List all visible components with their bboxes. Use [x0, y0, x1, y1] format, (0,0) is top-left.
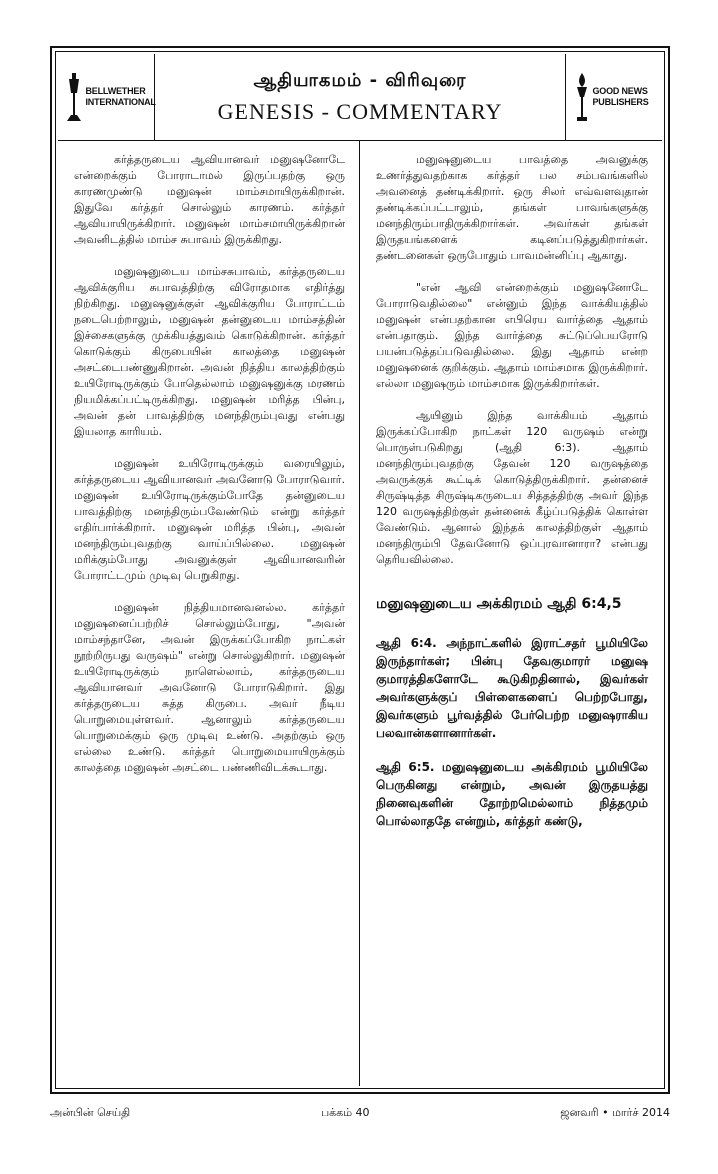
title-area — [155, 54, 565, 140]
footer-issue-date: ஜனவரி • மார்ச் 2014 — [560, 1106, 670, 1119]
verse: ஆதி 6:4. அந்நாட்களில் இராட்சதர் பூமியிலே இருந்தார்கள்; பின்பு தேவகுமாரர் மனுஷ குமாரத்திகளோடே கூடுகிறதினால், இவர்கள் அவர்களுக்குப் பிள்ளைகளைப் பெற்றபோது, இவர்களும் பூர்வத்தில் பேர்பெற்ற மனுஷராகிய பலவான்களானார்கள். — [376, 636, 648, 740]
footer — [50, 1106, 670, 1121]
paragraph: மனுஷனுடைய பாவத்தை அவனுக்கு உணர்த்துவதற்காக கர்த்தர் பல சம்பவங்களில் அவனைத் தண்டிக்கிறார். ஒரு சிலர் எவ்வளவுதான் தண்டிக்கப்பட்டாலும், தங்கள் பாவங்களுக்கு மனந்திரும்பாதிருக்கிறார்கள். அவர்கள் தங்கள் இருதயங்களைக் கடினப்படுத்துகிறார்கள். தண்டனைகள் ஒருபோதும் பாவமன்னிப்பு ஆகாது. — [376, 153, 648, 262]
paragraph: மனுஷனுடைய மாம்சசுபாவம், கர்த்தருடைய ஆவிக்குரிய சுபாவத்திற்கு விரோதமாக எதிர்த்து நிற்கிறது. மனுஷனுக்குள் ஆவிக்குரிய போராட்டம் நடைபெற்றாலும், மனுஷன் தன்னுடைய மாம்சத்தின் இச்சைகளுக்கு முக்கியத்துவம் கொடுக்கிறான். கர்த்தர் கொடுக்கும் கிருபையின் காலத்தை மனுஷன் அசட்டைபண்ணுகிறான். அவன் நித்திய காலத்திற்கும் உயிரோடிருக்கும் போதெல்லாம் மனுஷனுக்கு மரணம் நியமிக்கப்பட்டிருக்கிறது. மனுஷன் மரித்த பின்பு, அவன் தன் பாவத்திற்கு மனந்திரும்புவது என்பது இயலாத காரியம். — [74, 265, 345, 438]
title-tamil: ஆதியாகமம் - விரிவுரை — [253, 69, 467, 91]
title-english: GENESIS - COMMENTARY — [217, 98, 503, 124]
right-column — [360, 140, 662, 1086]
paragraph: மனுஷன் உயிரோடிருக்கும் வரையிலும், கர்த்தருடைய ஆவியானவர் அவனோடு போராடுவார். மனுஷன் உயிரோடிருக்கும்போதே தன்னுடைய பாவத்திற்கு மனந்திரும்பவேண்டும் என்று கர்த்தர் எதிர்பார்க்கிறார். மனுஷன் மரித்த பின்பு, அவன் மனந்திரும்புவதற்கு வாய்ப்பில்லை. மனுஷன் மரிக்கும்போது அவனுக்குள் ஆவியானவரின் போராட்டமும் முடிவு பெறுகிறது. — [74, 457, 345, 582]
section-heading: மனுஷனுடைய அக்கிரமம் ஆதி 6:4,5 — [376, 596, 622, 612]
footer-magazine-name: அன்பின் செய்தி — [50, 1106, 131, 1119]
lamp-icon — [65, 71, 83, 123]
good-news-logo — [565, 54, 662, 140]
footer-page-number: பக்கம் 40 — [320, 1106, 370, 1119]
paragraph: ஆயினும் இந்த வாக்கியம் ஆதாம் இருக்கப்போகிற நாட்கள் 120 வருஷம் என்று பொருள்படுகிறது (ஆதி 6:3). ஆதாம் மனந்திரும்புவதற்கு தேவன் 120 வருஷத்தை அவருக்குக் கூட்டிக் கொடுத்திருக்கிறார். தன்னைச் சிருஷ்டித்த சிருஷ்டிகருடைய சித்தத்திற்கு அவர் இந்த 120 வருஷத்திற்குள் தன்னைக் கீழ்ப்படுத்திக் கொள்ள வேண்டும். ஆனால் இந்தக் காலத்திற்குள் ஆதாம் மனந்திரும்பி தேவனோடு ஒப்புரவானாரா? என்பது தெரியவில்லை. — [376, 409, 648, 566]
verse: ஆதி 6:5. மனுஷனுடைய அக்கிரமம் பூமியிலே பெருகினது என்றும், அவன் இருதயத்து நினைவுகளின் தோற்றமெல்லாம் நித்தமும் பொல்லாததே என்றும், கர்த்தர் கண்டு, — [376, 760, 648, 828]
good-news-logo-text: GOOD NEWS PUBLISHERS — [592, 86, 649, 107]
paragraph: "என் ஆவி என்றைக்கும் மனுஷனோடே போராடுவதில்லை" என்னும் இந்த வாக்கியத்தில் மனுஷன் என்பதற்கான எபிரெய வார்த்தை ஆதாம் என்பதாகும். இந்த வார்த்தை சுட்டுப்பெயரோடு பயன்படுத்தப்படுவதில்லை. இது ஆதாம் என்ற மனுஷனைக் குறிக்கும். ஆதாம் மாம்சமாக இருக்கிறார். எல்லா மனுஷரும் மாம்சமாக இருக்கிறார்கள். — [376, 281, 648, 390]
bellwether-logo — [58, 54, 155, 140]
torch-icon — [574, 71, 590, 123]
bellwether-logo-text: BELLWETHER INTERNATIONAL — [85, 86, 156, 107]
paragraph: மனுஷன் நித்தியமானவனல்ல. கர்த்தர் மனுஷனைப்பற்றிச் சொல்லும்போது, "அவன் மாம்சந்தானே, அவன் இருக்கப்போகிற நாட்கள் நூற்றிருபது வருஷம்" என்று சொல்லுகிறார். மனுஷன் உயிரோடிருக்கும் நாளெல்லாம், கர்த்தருடைய ஆவியானவர் அவனோடு போராடுகிறார். இது கர்த்தருடைய சுத்த கிருபை. அவர் நீடிய பொறுமையுள்ளவர். ஆனாலும் கர்த்தருடைய பொறுமைக்கும் ஒரு முடிவு உண்டு. அதற்கும் ஒரு எல்லை உண்டு. கர்த்தர் பொறுமையாயிருக்கும் காலத்தை மனுஷன் அசட்டை பண்ணிவிடக்கூடாது. — [74, 601, 345, 774]
content-columns — [58, 140, 662, 1086]
page-frame — [50, 46, 670, 1094]
left-column — [58, 140, 360, 1086]
paragraph: கர்த்தருடைய ஆவியானவர் மனுஷனோடே என்றைக்கும் போராடாமல் இருப்பதற்கு ஒரு காரணமுண்டு மனுஷன் மாம்சமாயிருக்கிறான். இதுவே கர்த்தர் சொல்லும் காரணம். கர்த்தர் ஆவியாயிருக்கிறார். மனுஷன் மாம்சமாயிருக்கிறான் அவனிடத்தில் மாம்ச சுபாவம் இருக்கிறது. — [74, 153, 345, 246]
header — [58, 54, 662, 141]
